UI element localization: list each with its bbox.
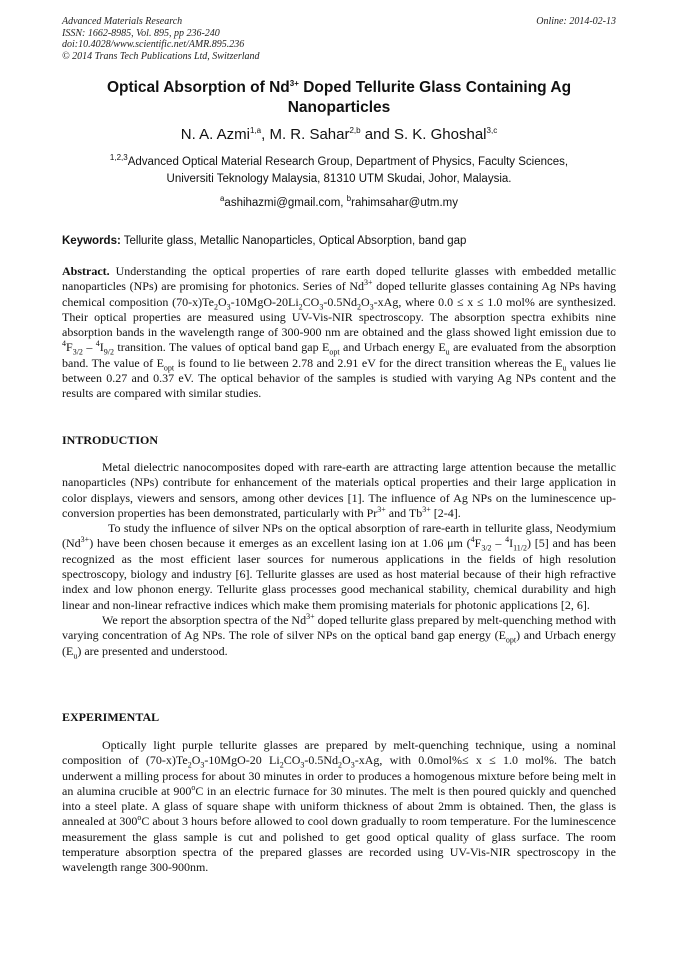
- author-emails: $^a$ashihazmi@gmail.com, $^b$rahimsahar@utm.my: [219, 194, 459, 209]
- experimental-paragraph-1: Optically light purple tellurite glasses are prepared by melt-quenching technique, using a nominal composition of $(70-x)Te_2O_3-10MgO-20$ $Li_2CO_3-0.5Nd_2O_3$-xAg, with 0.0mol%≤ x ≤ 1.0 mol%. The batch underwent a milling process for about 30 minutes in order to produces a homogenous mixture before being melt in an alumina crucible at 900$^o$C in an electric furnace for 30 minutes. The melt is then poured quickly and quenched into a steel plate. A glass of square shape with uniform thickness of about 2mm is obtained. Then, the glass is annealed at 300$^o$C about 3 hours before allowed to cool down gradually to room temperature. For the luminescence measurement the glass sample is cut and polished to get good optical quality of glass surface. The room temperature absorption spectra of the prepared glasses are recorded using UV-Vis-NIR spectroscopy in the wavelength range 300-900nm.: [62, 738, 617, 875]
- experimental-heading: EXPERIMENTAL: [62, 710, 160, 724]
- abstract-label: Abstract.: [62, 264, 110, 278]
- keywords-text: Tellurite glass, Metallic Nanoparticles, Optical Absorption, band gap: [120, 235, 467, 247]
- abstract: Abstract. Understanding the optical properties of rare earth doped tellurite glasses with embedded metallic nanoparticles (NPs) are promising for photonics. Series of $Nd^{3+}$ doped tellurite glasses containing Ag NPs having chemical composition $(70-x)Te_2O_3-10MgO-20Li_2CO_3-0.5Nd_2O_3$-xAg, where 0.0 ≤ x ≤ 1.0 mol% are synthesized. Their optical properties are measured using UV-Vis-NIR spectroscopy. The absorption spectra exhibits nine absorption bands in the wavelength range of 300-900 nm are obtained and the glass showed light emission due to $^4F_{3/2} - ^4I_{9/2}$ transition. The values of optical band gap $E_{opt}$ and Urbach energy $E_u$ are evaluated from the absorption band. The value of $E_{opt}$ is found to lie between 2.78 and 2.91 eV for the direct transition whereas the $E_u$ values lie between 0.27 and 0.37 eV. The optical behavior of the samples is studied with varying Ag NPs content and the results are compared with similar studies.: [62, 264, 617, 401]
- introduction-body: [62, 460, 616, 659]
- issn-line: ISSN: 1662-8985, Vol. 895, pp 236-240: [62, 27, 220, 39]
- author-3: and S. K. Ghoshal: [360, 126, 487, 143]
- copyright-line: © 2014 Trans Tech Publications Ltd, Switzerland: [62, 50, 260, 62]
- keywords-label: Keywords:: [62, 235, 121, 247]
- introduction-heading: INTRODUCTION: [62, 433, 159, 447]
- experimental-body: [62, 738, 616, 876]
- author-2: , M. R. Sahar: [261, 126, 350, 143]
- author-list: N. A. Azmi$^{1,a}$, M. R. Sahar$^{2,b}$ and S. K. Ghoshal$^{3,c}$: [180, 126, 498, 143]
- doi-link[interactable]: doi:10.4028/www.scientific.net/AMR.895.236: [62, 39, 245, 50]
- email-b[interactable]: rahimsahar@utm.my: [351, 197, 459, 209]
- intro-paragraph-1: Metal dielectric nanocomposites doped with rare-earth are attracting large attention because the metallic nanoparticles (NPs) contribute for enhancement of the materials optical properties and their large application in color displays, viewers and sensors, among other devices [1]. The influence of Ag NPs on the luminescence up-conversion properties has been demonstrated, particularly with $Pr^{3+}$ and $Tb^{3+}$ [2-4].: [62, 460, 616, 520]
- online-date: Online: 2014-02-13: [536, 16, 616, 27]
- intro-paragraph-2: To study the influence of silver NPs on the optical absorption of rare-earth in tellurite glass, Neodymium $(Nd^{3+})$ have been chosen because it emerges as an excellent lasing ion at 1.06 μm $(^4F_{3/2} - ^4I_{11/2})$ [5] and has been recognized as the most efficient laser sources for numerous applications in the fields of high resolution spectroscopy, biology and industry [6]. Tellurite glasses are used as host material because of their high refractive index and low phonon energy. Tellurite glass processes good mechanical stability, chemical durability and high linear and non-linear refractive indices which make them promising materials for photonic applications [2, 6].: [62, 521, 617, 612]
- author-1: N. A. Azmi: [180, 126, 250, 143]
- journal-header: [62, 16, 260, 62]
- affiliation: $^{1,2,3}$Advanced Optical Material Research Group, Department of Physics, Faculty Sciences, Universiti Teknology Malaysia, 81310 UTM Skudai, Johor, Malaysia.: [109, 153, 569, 185]
- intro-paragraph-3: We report the absorption spectra of the $Nd^{3+}$ doped tellurite glass prepared by melt-quenching method with varying concentration of Ag NPs. The role of silver NPs on the optical band gap energy $(E_{opt})$ and Urbach energy $(E_u)$ are presented and understood.: [62, 611, 616, 660]
- keywords: [62, 234, 616, 249]
- paper-title: Optical Absorption of $Nd^{3+}$ Doped Tellurite Glass Containing Ag Nanoparticles: [106, 78, 572, 116]
- email-a[interactable]: ashihazmi@gmail.com,: [224, 197, 347, 209]
- journal-name: Advanced Materials Research: [62, 16, 183, 27]
